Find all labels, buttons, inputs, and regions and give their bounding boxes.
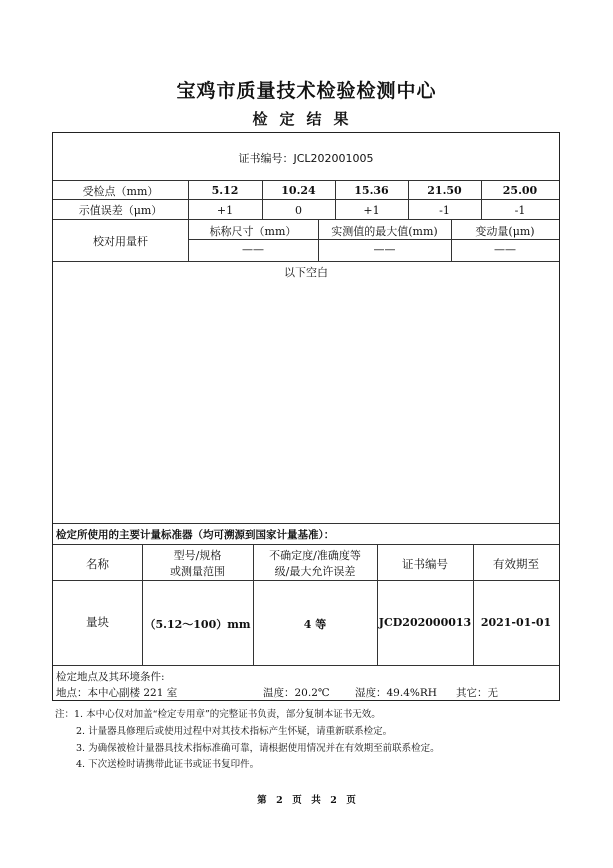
blank-note: 以下空白 <box>284 266 328 279</box>
col-model-header-2: 或测量范围 <box>170 565 225 578</box>
table-line <box>53 219 559 220</box>
note-4: 4. 下次送检时请携带此证书或证书复印件。 <box>76 759 260 770</box>
environment-humidity: 湿度：49.4%RH <box>355 687 437 699</box>
point-value: 5.12 <box>211 184 239 197</box>
calib-header-variation: 变动量(μm) <box>475 225 535 238</box>
calib-value: —— <box>242 243 264 256</box>
point-value: 15.36 <box>354 184 389 197</box>
page-title: 宝鸡市质量技术检验检测中心 <box>176 80 437 102</box>
table-line <box>53 180 559 181</box>
page-subtitle: 检定结果 <box>252 110 361 128</box>
standards-heading: 检定所使用的主要计量标准器（均可溯源到国家计量基准）： <box>56 529 335 541</box>
environment-other: 其它：无 <box>456 687 498 699</box>
error-value: -1 <box>439 204 450 217</box>
col-valid-header: 有效期至 <box>493 557 539 571</box>
col-name-header: 名称 <box>86 557 109 571</box>
calib-header-max: 实测值的最大值(mm) <box>331 225 438 238</box>
col-uncert-header-1: 不确定度/准确度等 <box>269 549 361 562</box>
certificate-number: JCL202001005 <box>293 152 374 165</box>
table-line <box>53 580 559 581</box>
table-line <box>53 665 559 666</box>
note-2: 2. 计量器具修理后或使用过程中对其技术指标产生怀疑，请重新联系检定。 <box>76 726 393 737</box>
environment-location: 地点：本中心副楼 221 室 <box>56 687 178 699</box>
standard-range: （5.12～100）mm <box>144 618 251 631</box>
point-value: 10.24 <box>281 184 316 197</box>
note-3: 3. 为确保被检计量器具技术指标准确可靠，请根据使用情况并在有效期至前联系检定。 <box>76 743 440 754</box>
table-line <box>188 239 559 240</box>
error-value: -1 <box>514 204 526 217</box>
environment-temperature: 温度：20.2℃ <box>263 687 330 699</box>
results-frame <box>52 132 560 701</box>
calib-value: —— <box>373 243 396 256</box>
note-1: 注：1. 本中心仅对加盖“检定专用章”的完整证书负责，部分复制本证书无效。 <box>55 709 381 720</box>
standard-cert: JCD202000013 <box>378 616 472 629</box>
point-value: 25.00 <box>502 184 538 197</box>
certificate-line <box>53 150 559 166</box>
points-label: 受检点（mm） <box>82 185 159 198</box>
error-value: +1 <box>216 204 234 217</box>
table-line <box>53 261 559 262</box>
calib-label: 校对用量杆 <box>93 235 148 248</box>
standard-grade: 4 等 <box>303 618 327 631</box>
page-number: 第 2 页 共 2 页 <box>257 795 356 806</box>
point-value: 21.50 <box>427 184 462 197</box>
errors-label: 示值误差（μm） <box>78 204 163 217</box>
standard-name: 量块 <box>86 615 109 629</box>
col-cert-header: 证书编号 <box>402 557 448 571</box>
certificate-label: 证书编号： <box>238 152 294 165</box>
table-line <box>53 544 559 545</box>
calib-header-nominal: 标称尺寸（mm） <box>209 225 297 238</box>
calib-value: —— <box>494 243 516 256</box>
col-model-header-1: 型号/规格 <box>173 549 222 562</box>
error-value: 0 <box>295 204 302 217</box>
table-line <box>53 199 559 200</box>
error-value: +1 <box>363 204 380 217</box>
section-line <box>53 523 559 524</box>
standard-valid: 2021-01-01 <box>480 616 552 629</box>
environment-heading: 检定地点及其环境条件: <box>56 671 165 683</box>
col-uncert-header-2: 级/最大允许误差 <box>274 565 356 578</box>
